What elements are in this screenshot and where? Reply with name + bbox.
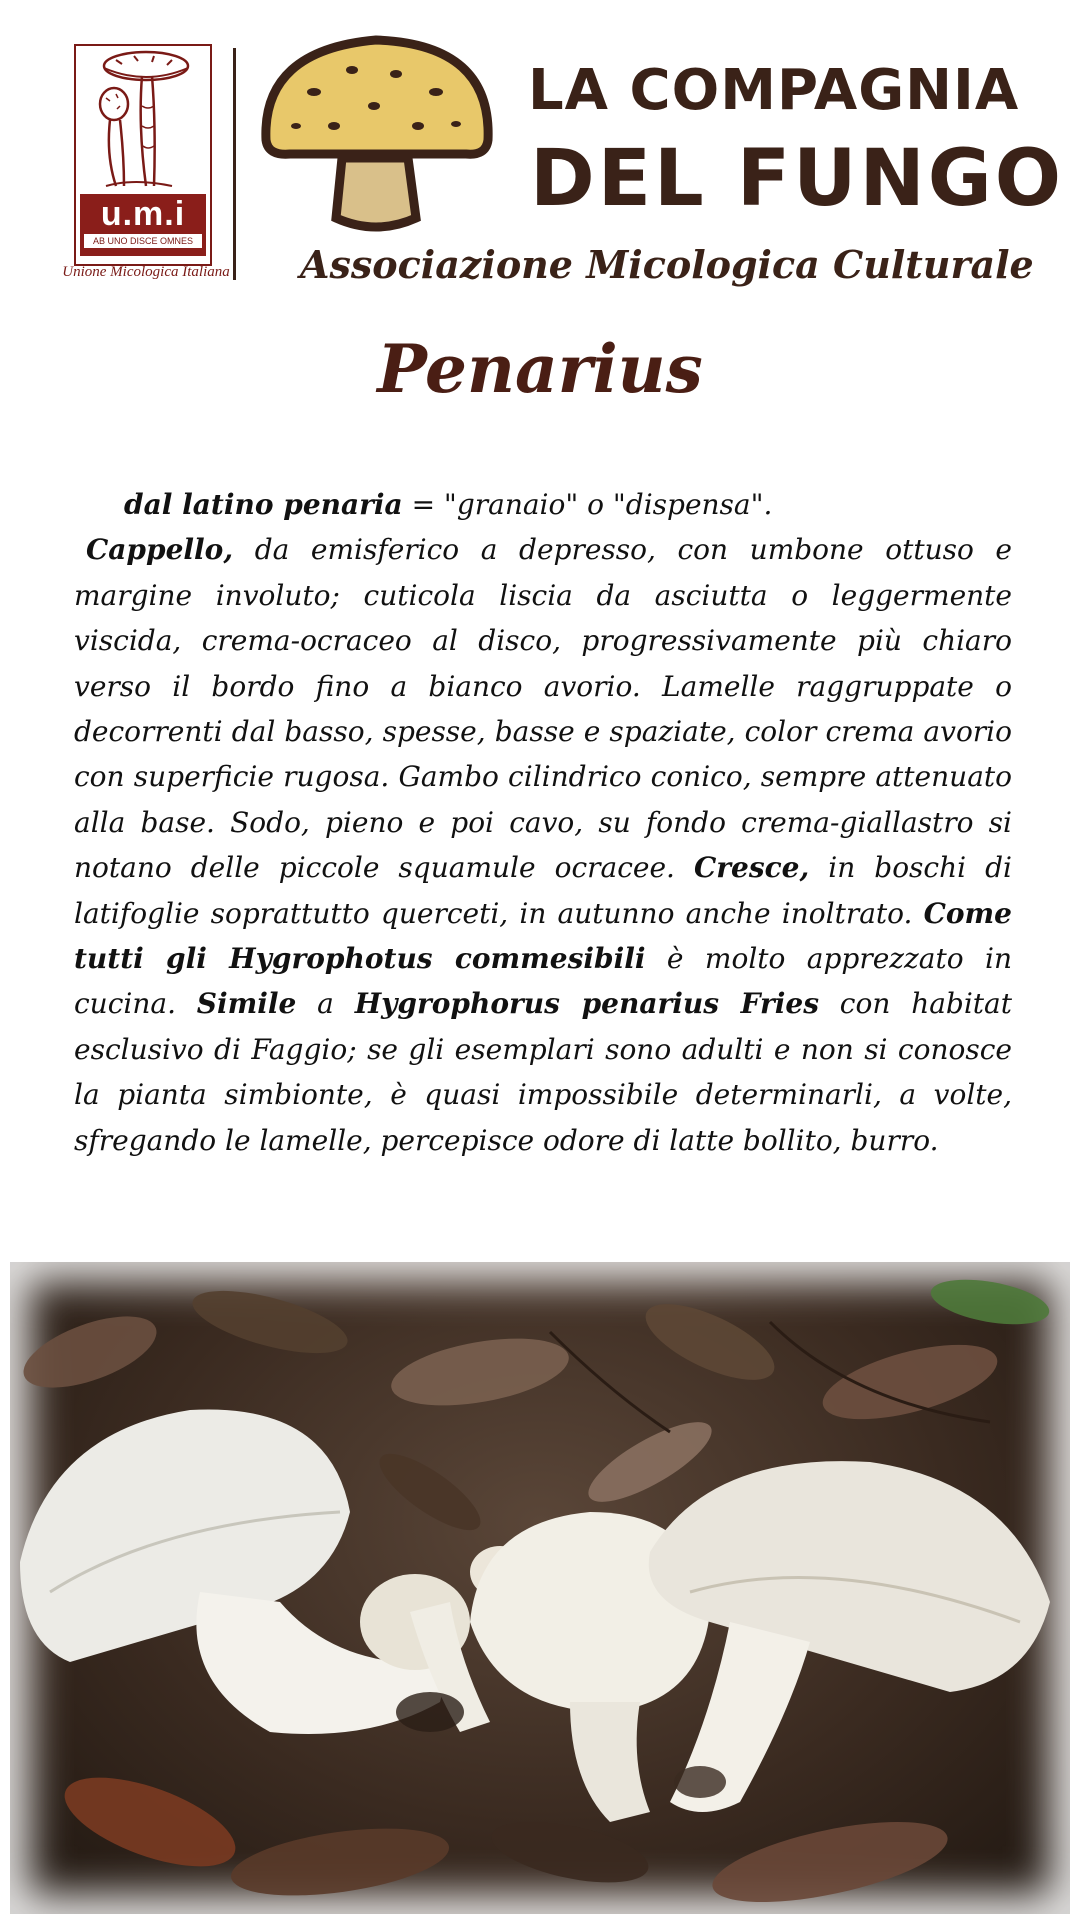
label-simile: Simile <box>196 987 297 1021</box>
label-species: Hygrophorus penarius Fries <box>354 987 819 1021</box>
description-text <box>74 482 1012 1163</box>
main-paragraph <box>74 527 1012 1163</box>
mushroom-photo <box>10 1262 1070 1914</box>
brand-name-line2: DEL FUNGO <box>530 134 1065 224</box>
header <box>0 0 1080 320</box>
label-cappello: Cappello, <box>86 533 234 567</box>
etymology-meaning: = "granaio" o "dispensa". <box>402 488 773 521</box>
umi-plate <box>80 194 206 256</box>
mushroom-photo-illustration <box>10 1262 1070 1914</box>
umi-letters: u.m.i <box>100 195 186 233</box>
brand-mushroom-icon <box>256 30 496 240</box>
brand-name-line1: LA COMPAGNIA <box>528 58 1020 123</box>
etymology-line <box>74 482 1012 527</box>
text-a: a <box>296 987 355 1021</box>
page-title: Penarius <box>377 330 703 408</box>
umi-mushroom-icon <box>76 46 210 196</box>
umi-motto: AB UNO DISCE OMNES <box>84 234 202 248</box>
etymology-term: dal latino penaria <box>124 488 403 521</box>
umi-caption: Unione Micologica Italiana <box>62 264 230 280</box>
umi-logo <box>74 44 212 266</box>
text-habitat: con habitat esclusivo di Faggio; se gli esemplari sono adulti e non si conosce la pianta simbionte, è quasi impossibile determinarli, a volte, sfregando le lamelle, percepisce odore di latte bollito, burro. <box>74 987 1012 1157</box>
text-cresce: in boschi di latifoglie soprattutto querceti, in autunno anche inoltrato. <box>74 851 1013 930</box>
brand-tagline: Associazione Micologica Culturale <box>300 242 1034 287</box>
label-come-tutti: Come tutti gli Hygrophotus commesibili <box>74 896 1012 976</box>
text-cucina: è molto apprezzato in cucina. <box>74 942 1013 1021</box>
label-cresce: Cresce, <box>693 851 810 885</box>
header-divider <box>233 48 236 280</box>
text-cappello: da emisferico a depresso, con umbone ottuso e margine involuto; cuticola liscia da asciutta o leggermente viscida, crema-ocraceo al disco, progressivamente più chiaro verso il bordo fino a bianco avorio. Lamelle raggruppate o decorrenti dal basso, spesse, basse e spaziate, color crema avorio con superficie rugosa. Gambo cilindrico conico, sempre attenuato alla base. Sodo, pieno e poi cavo, su fondo crema-giallastro si notano delle piccole squamule ocracee. <box>74 533 1012 885</box>
